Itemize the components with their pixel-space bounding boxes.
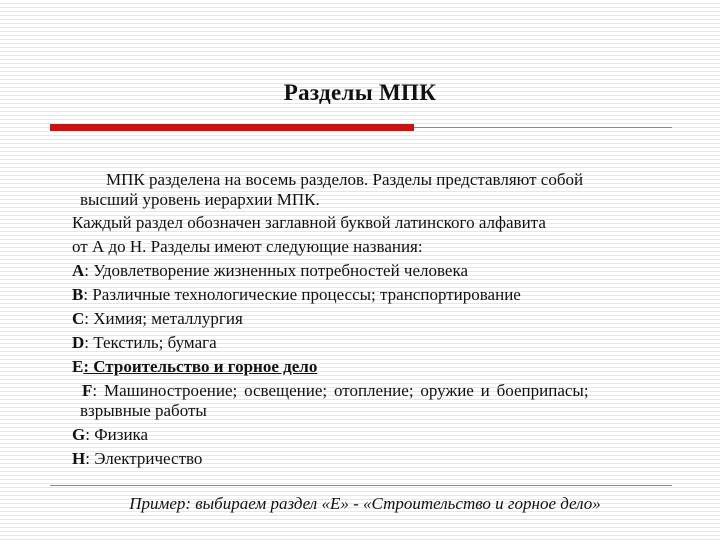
slide-title-text: Разделы МПК — [283, 80, 437, 105]
section-name: : Химия; металлургия — [84, 309, 243, 328]
section-a — [72, 261, 468, 281]
section-h — [72, 449, 202, 469]
section-letter: H — [72, 449, 86, 468]
section-letter: B — [72, 285, 84, 304]
section-name: : Физика — [85, 425, 149, 444]
example-caption: Пример: выбираем раздел «E» - «Строительство и горное дело» — [129, 494, 601, 513]
section-letter: E — [72, 357, 84, 376]
section-letter: F — [82, 381, 93, 400]
section-letter: D — [72, 333, 85, 352]
section-name: : Текстиль; бумага — [84, 333, 217, 352]
section-g — [72, 425, 148, 445]
section-name: взрывные работы — [80, 401, 207, 420]
section-name: : Электричество — [85, 449, 203, 468]
section-letter: C — [72, 309, 85, 328]
section-c — [72, 309, 243, 329]
section-name: : Строительство и горное дело — [83, 357, 318, 376]
section-d — [72, 333, 217, 353]
intro-line-1: МПК разделена на восемь разделов. Разделы представляют собой — [106, 170, 584, 189]
section-name: : Различные технологические процессы; транспортирование — [83, 285, 521, 304]
section-e — [72, 357, 317, 377]
section-name: : Удовлетворение жизненных потребностей человека — [84, 261, 469, 280]
intro-line-3: Каждый раздел обозначен заглавной буквой латинского алфавита — [72, 213, 546, 232]
intro-line-2: высший уровень иерархии МПК. — [80, 190, 320, 209]
intro-line-4: от А до Н. Разделы имеют следующие названия: — [72, 237, 423, 256]
section-name: : Машиностроение; освещение; отопление; оружие и боеприпасы; — [92, 381, 589, 400]
section-f — [82, 381, 589, 401]
footer-divider-line — [50, 485, 672, 486]
section-b — [72, 285, 521, 305]
section-f-continued — [80, 401, 207, 421]
section-letter: G — [72, 425, 86, 444]
section-letter: A — [72, 261, 85, 280]
